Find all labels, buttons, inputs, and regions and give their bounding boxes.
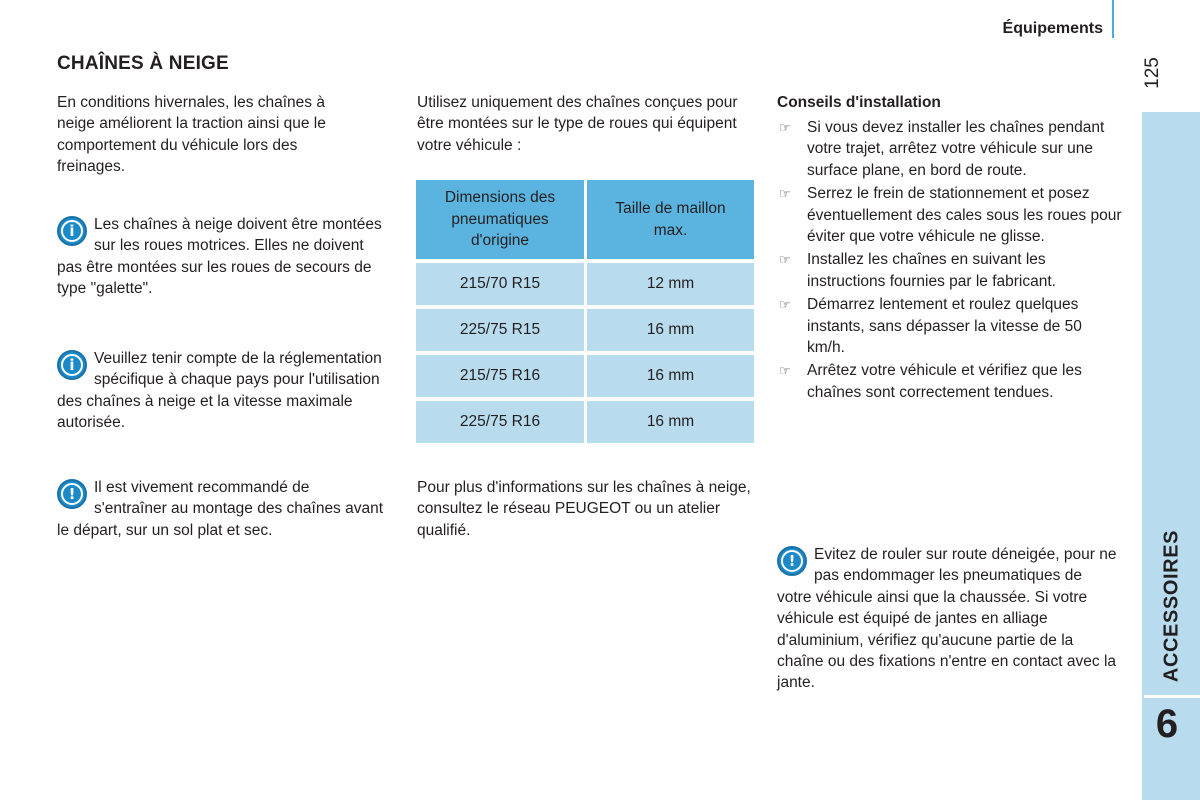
list-item-text: Installez les chaînes en suivant les instructions fournies par le fabricant. [807, 251, 1056, 290]
warning-icon [57, 479, 87, 509]
info-icon [57, 350, 87, 380]
link-size-cell: 16 mm [584, 397, 754, 443]
list-item-text: Serrez le frein de stationnement et posez éventuellement des cales sous les roues pour éviter que votre véhicule ne glisse. [807, 185, 1122, 246]
pointing-hand-icon: ☞ [779, 363, 791, 379]
tyre-dimension-cell: 225/75 R16 [416, 397, 584, 443]
list-item [777, 249, 1122, 292]
table-header-link-size [584, 180, 754, 259]
list-item-text: Si vous devez installer les chaînes pendant votre trajet, arrêtez votre véhicule sur une surface plane, en bord de route. [807, 119, 1105, 179]
pointing-hand-icon: ☞ [779, 252, 791, 268]
header-text: Dimensions des pneumatiques d'origine [444, 189, 556, 250]
tab-divider [1144, 695, 1200, 698]
chapter-number: 6 [1155, 702, 1179, 746]
list-item [777, 117, 1122, 181]
table-row [416, 397, 754, 443]
table-row [416, 305, 754, 351]
page-title: CHAÎNES À NEIGE [57, 53, 229, 74]
tyre-dimension-cell: 215/75 R16 [416, 351, 584, 397]
info-icon-symbol: i [61, 354, 83, 376]
warning-icon-symbol: ! [61, 483, 83, 505]
compatibility-paragraph: Utilisez uniquement des chaînes conçues pour être montées sur le type de roues qui équipent votre véhicule : [417, 94, 738, 154]
chapter-tab-label: ACCESSOIRES [1160, 529, 1183, 683]
pointing-hand-icon: ☞ [779, 297, 791, 313]
pointing-hand-icon: ☞ [779, 120, 791, 135]
notice-text: Il est vivement recommandé de s'entraîner au montage des chaînes avant le départ, sur un sol plat et sec. [57, 479, 384, 539]
link-size-cell: 12 mm [584, 259, 754, 305]
more-info-paragraph: Pour plus d'informations sur les chaînes à neige, consultez le réseau PEUGEOT ou un atelier qualifié. [417, 479, 751, 539]
table-header-tyre-dimensions [416, 180, 584, 259]
page-number: 125 [1142, 57, 1163, 89]
warning-icon-symbol: ! [781, 550, 803, 572]
info-icon-symbol: i [61, 220, 83, 242]
notice-text: Veuillez tenir compte de la réglementation spécifique à chaque pays pour l'utilisation des chaînes à neige et la vitesse maximale autorisée. [57, 350, 382, 432]
notice-text: Les chaînes à neige doivent être montées sur les roues motrices. Elles ne doivent pas être montées sur les roues de secours de type "galette". [57, 216, 382, 298]
list-item-text: Arrêtez votre véhicule et vérifiez que les chaînes sont correctement tendues. [807, 362, 1082, 401]
header-text: Taille de maillon max. [615, 200, 726, 239]
header-divider [1112, 0, 1114, 38]
link-size-cell: 16 mm [584, 351, 754, 397]
notice-drive-wheels [57, 214, 392, 300]
installation-steps-list [777, 117, 1122, 405]
list-item [777, 183, 1122, 247]
notice-practice [57, 477, 385, 541]
notice-snow-free-road [777, 544, 1119, 694]
installation-advice-heading: Conseils d'installation [777, 94, 941, 111]
list-item [777, 294, 1122, 358]
section-name: Équipements [1002, 20, 1103, 37]
chain-size-table [416, 180, 754, 443]
info-icon [57, 216, 87, 246]
table-row [416, 351, 754, 397]
notice-text: Evitez de rouler sur route déneigée, pour ne pas endommager les pneumatiques de votre véhicule ainsi que la chaussée. Si votre véhicule est équipé de jantes en alliage d'aluminium, vérifiez qu'aucune partie de la chaîne ou des fixations n'entre en contact avec la jante. [777, 546, 1117, 692]
intro-paragraph: En conditions hivernales, les chaînes à neige améliorent la traction ainsi que le comportement du véhicule lors des freinages. [57, 94, 326, 176]
warning-icon [777, 546, 807, 576]
link-size-cell: 16 mm [584, 305, 754, 351]
list-item [777, 360, 1122, 403]
list-item-text: Démarrez lentement et roulez quelques instants, sans dépasser la vitesse de 50 km/h. [807, 296, 1082, 357]
pointing-hand-icon: ☞ [779, 186, 791, 202]
tyre-dimension-cell: 215/70 R15 [416, 259, 584, 305]
tyre-dimension-cell: 225/75 R15 [416, 305, 584, 351]
table-row [416, 259, 754, 305]
table-header-row [416, 180, 754, 259]
notice-regulations [57, 348, 395, 434]
